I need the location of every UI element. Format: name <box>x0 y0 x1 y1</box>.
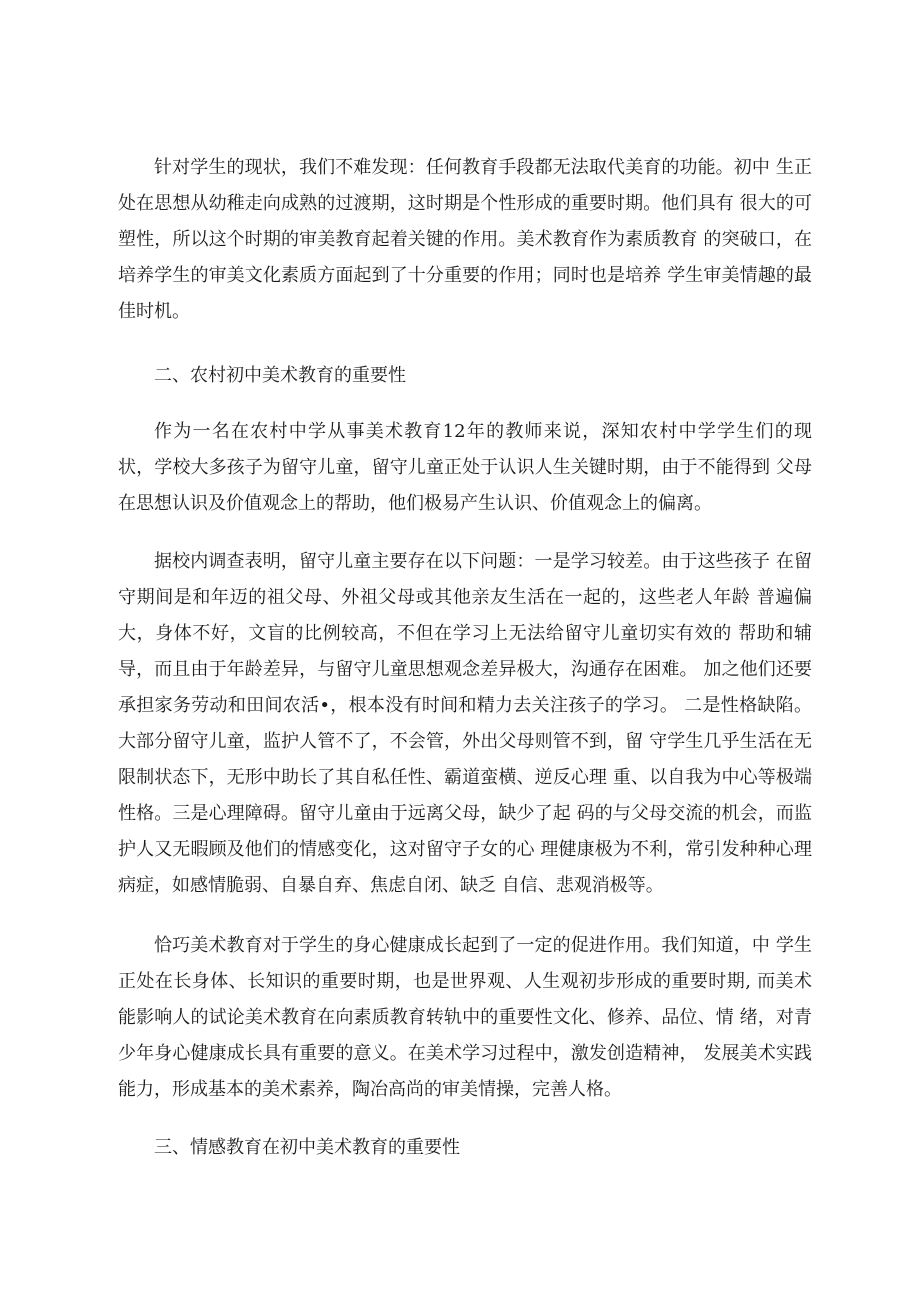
paragraph-survey: 据校内调查表明，留守儿童主要存在以下问题：一是学习较差。由于这些孩子 在留守期间是和年迈的祖父母、外祖父母或其他亲友生活在一起的，这些老人年龄 普遍偏大，身体不好，文盲的比例较高，不但在学习上无法给留守儿童切实有效的 帮助和辅导，而且由于年龄差异，与留守儿童思想观念差异极大，沟通存在困难。 加之他们还要承担家务劳动和田间农活•，根本没有时间和精力去关注孩子的学习。 二是性格缺陷。大部分留守儿童，监护人管不了，不会管，外出父母则管不到，留 守学生几乎生活在无限制状态下，无形中助长了其自私任性、霸道蛮横、逆反心理 重、以自我为中心等极端性格。三是心理障碍。留守儿童由于远离父母，缺少了起 码的与父母交流的机会，而监护人又无暇顾及他们的情感变化，这对留守子女的心 理健康极为不利，常引发种种心理病症，如感情脆弱、自暴自弃、焦虑自闭、缺乏 自信、悲观消极等。 <box>118 551 812 896</box>
paragraph-intro: 针对学生的现状，我们不难发现：任何教育手段都无法取代美育的功能。初中 生正处在思想从幼稚走向成熟的过渡期，这时期是个性形成的重要时期。他们具有 很大的可塑性，所以这个时期的审美教育起着关键的作用。美术教育作为素质教育 的突破口，在培养学生的审美文化素质方面起到了十分重要的作用；同时也是培养 学生审美情趣的最佳时机。 <box>118 157 812 322</box>
section-heading-2: 二、农村初中美术教育的重要性 <box>154 365 406 386</box>
paragraph-art-benefits: 恰巧美术教育对于学生的身心健康成长起到了一定的促进作用。我们知道，中 学生正处在长身体、长知识的重要时期，也是世界观、人生观初步形成的重要时期, 而美术能影响人的试论美术教育在向素质教育转轨中的重要性文化、修养、品位、情 绪，对青少年身心健康成长具有重要的意义。在美术学习过程中，激发创造精神， 发展美术实践能力，形成基本的美术素养，陶冶高尚的审美情操，完善人格。 <box>118 935 812 1100</box>
paragraph-teacher-experience: 作为一名在农村中学从事美术教育12年的教师来说，深知农村中学学生们的现 状，学校大多孩子为留守儿童，留守儿童正处于认识人生关键时期，由于不能得到 父母在思想认识及价值观念上的帮助，他们极易产生认识、价值观念上的偏离。 <box>118 421 812 514</box>
section-heading-3: 三、情感教育在初中美术教育的重要性 <box>154 1137 460 1158</box>
